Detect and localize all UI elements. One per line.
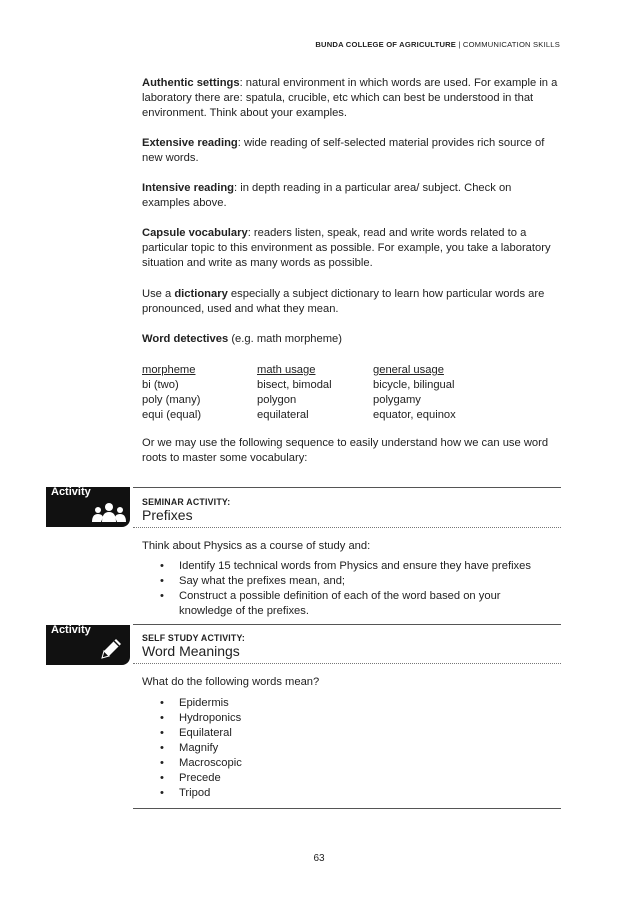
definition-intensive-reading: : in depth reading in a particular area/ subject. Check on examples above.: [142, 182, 512, 210]
table-cell: bicycle, bilingual: [373, 379, 455, 391]
header-subject: COMMUNICATION SKILLS: [462, 40, 560, 49]
definition-authentic-settings: : natural environment in which words are used. For example in a laboratory there are: spatula, crucible, etc which can best be understood in that environment. Think about your examples.: [142, 77, 558, 120]
list-item: • Magnify: [142, 741, 557, 756]
list-item: • Identify 15 technical words from Physics and ensure they have prefixes: [142, 559, 557, 574]
activity-top-rule: [133, 487, 561, 488]
pencil-icon: [98, 636, 124, 662]
list-item: • Precede: [142, 771, 557, 786]
activity-badge-self-study: [46, 625, 130, 665]
term-dictionary: dictionary: [174, 288, 228, 300]
activity-kicker: SEMINAR ACTIVITY:: [142, 497, 231, 507]
table-cell: polygamy: [373, 394, 421, 406]
activity-intro: [142, 675, 562, 690]
activity-intro: [142, 539, 562, 554]
definition-extensive-reading: : wide reading of self-selected material provides rich source of new words.: [142, 137, 545, 165]
activity-badge-label: Activity: [51, 486, 91, 498]
header-college: BUNDA COLLEGE OF AGRICULTURE: [315, 40, 457, 49]
column-header: general usage: [373, 364, 444, 376]
paragraph-dictionary: [142, 287, 562, 317]
list-item: • Construct a possible definition of each of the word based on your knowledge of the prefixes.: [142, 589, 557, 619]
activity-kicker: SELF STUDY ACTIVITY:: [142, 633, 246, 643]
table-cell: polygon: [257, 394, 297, 406]
activity-divider: [133, 527, 561, 528]
table-cell: equator, equinox: [373, 409, 456, 421]
column-header: morpheme: [142, 364, 196, 376]
paragraph-word-detectives: [142, 332, 562, 347]
term-intensive-reading: Intensive reading: [142, 182, 235, 194]
column-header: math usage: [257, 364, 316, 376]
dictionary-lead: Use a: [142, 288, 175, 300]
list-item: • Epidermis: [142, 696, 557, 711]
activity-bottom-rule: [133, 808, 561, 809]
activity-divider: [133, 663, 561, 664]
list-item: • Hydroponics: [142, 711, 557, 726]
table-cell: equilateral: [257, 409, 309, 421]
list-item: • Macroscopic: [142, 756, 557, 771]
list-item: • Say what the prefixes mean, and;: [142, 574, 557, 589]
activity-intro-text: Think about Physics as a course of study and:: [142, 540, 371, 552]
term-extensive-reading: Extensive reading: [142, 137, 238, 149]
activity-bullet-list: [142, 559, 557, 619]
header-separator: |: [458, 40, 461, 49]
list-item: • Equilateral: [142, 726, 557, 741]
paragraph-intensive-reading: [142, 181, 562, 211]
term-capsule-vocabulary: Capsule vocabulary: [142, 227, 248, 239]
table-cell: equi (equal): [142, 409, 202, 421]
activity-badge-seminar: [46, 487, 130, 527]
word-detectives-example: (e.g. math morpheme): [228, 333, 343, 345]
table-cell: bisect, bimodal: [257, 379, 332, 391]
term-authentic-settings: Authentic settings: [142, 77, 240, 89]
page-number: 63: [313, 853, 325, 864]
paragraph-sequence: [142, 436, 562, 466]
activity-title: Prefixes: [142, 507, 193, 523]
activity-badge-label: Activity: [51, 624, 91, 636]
sequence-text: Or we may use the following sequence to easily understand how we can use word roots to master some vocabulary:: [142, 437, 549, 465]
running-header: [315, 40, 560, 49]
activity-title: Word Meanings: [142, 643, 240, 659]
term-word-detectives: Word detectives: [142, 333, 229, 345]
paragraph-authentic-settings: [142, 76, 562, 122]
dictionary-rest: especially a subject dictionary to learn how particular words are pronounced, used and what they mean.: [142, 288, 545, 316]
list-item: • Tripod: [142, 786, 557, 801]
activity-intro-text: What do the following words mean?: [142, 676, 320, 688]
activity-bullet-list: [142, 696, 557, 801]
definition-capsule-vocabulary: : readers listen, speak, read and write words related to a particular topic to this environment as possible. For example, you take a laboratory situation and write as many words as possible.: [142, 227, 551, 270]
table-cell: poly (many): [142, 394, 201, 406]
table-cell: bi (two): [142, 379, 179, 391]
activity-top-rule: [133, 624, 561, 625]
group-people-icon: [92, 502, 126, 524]
paragraph-extensive-reading: [142, 136, 562, 166]
paragraph-capsule-vocabulary: [142, 226, 562, 272]
